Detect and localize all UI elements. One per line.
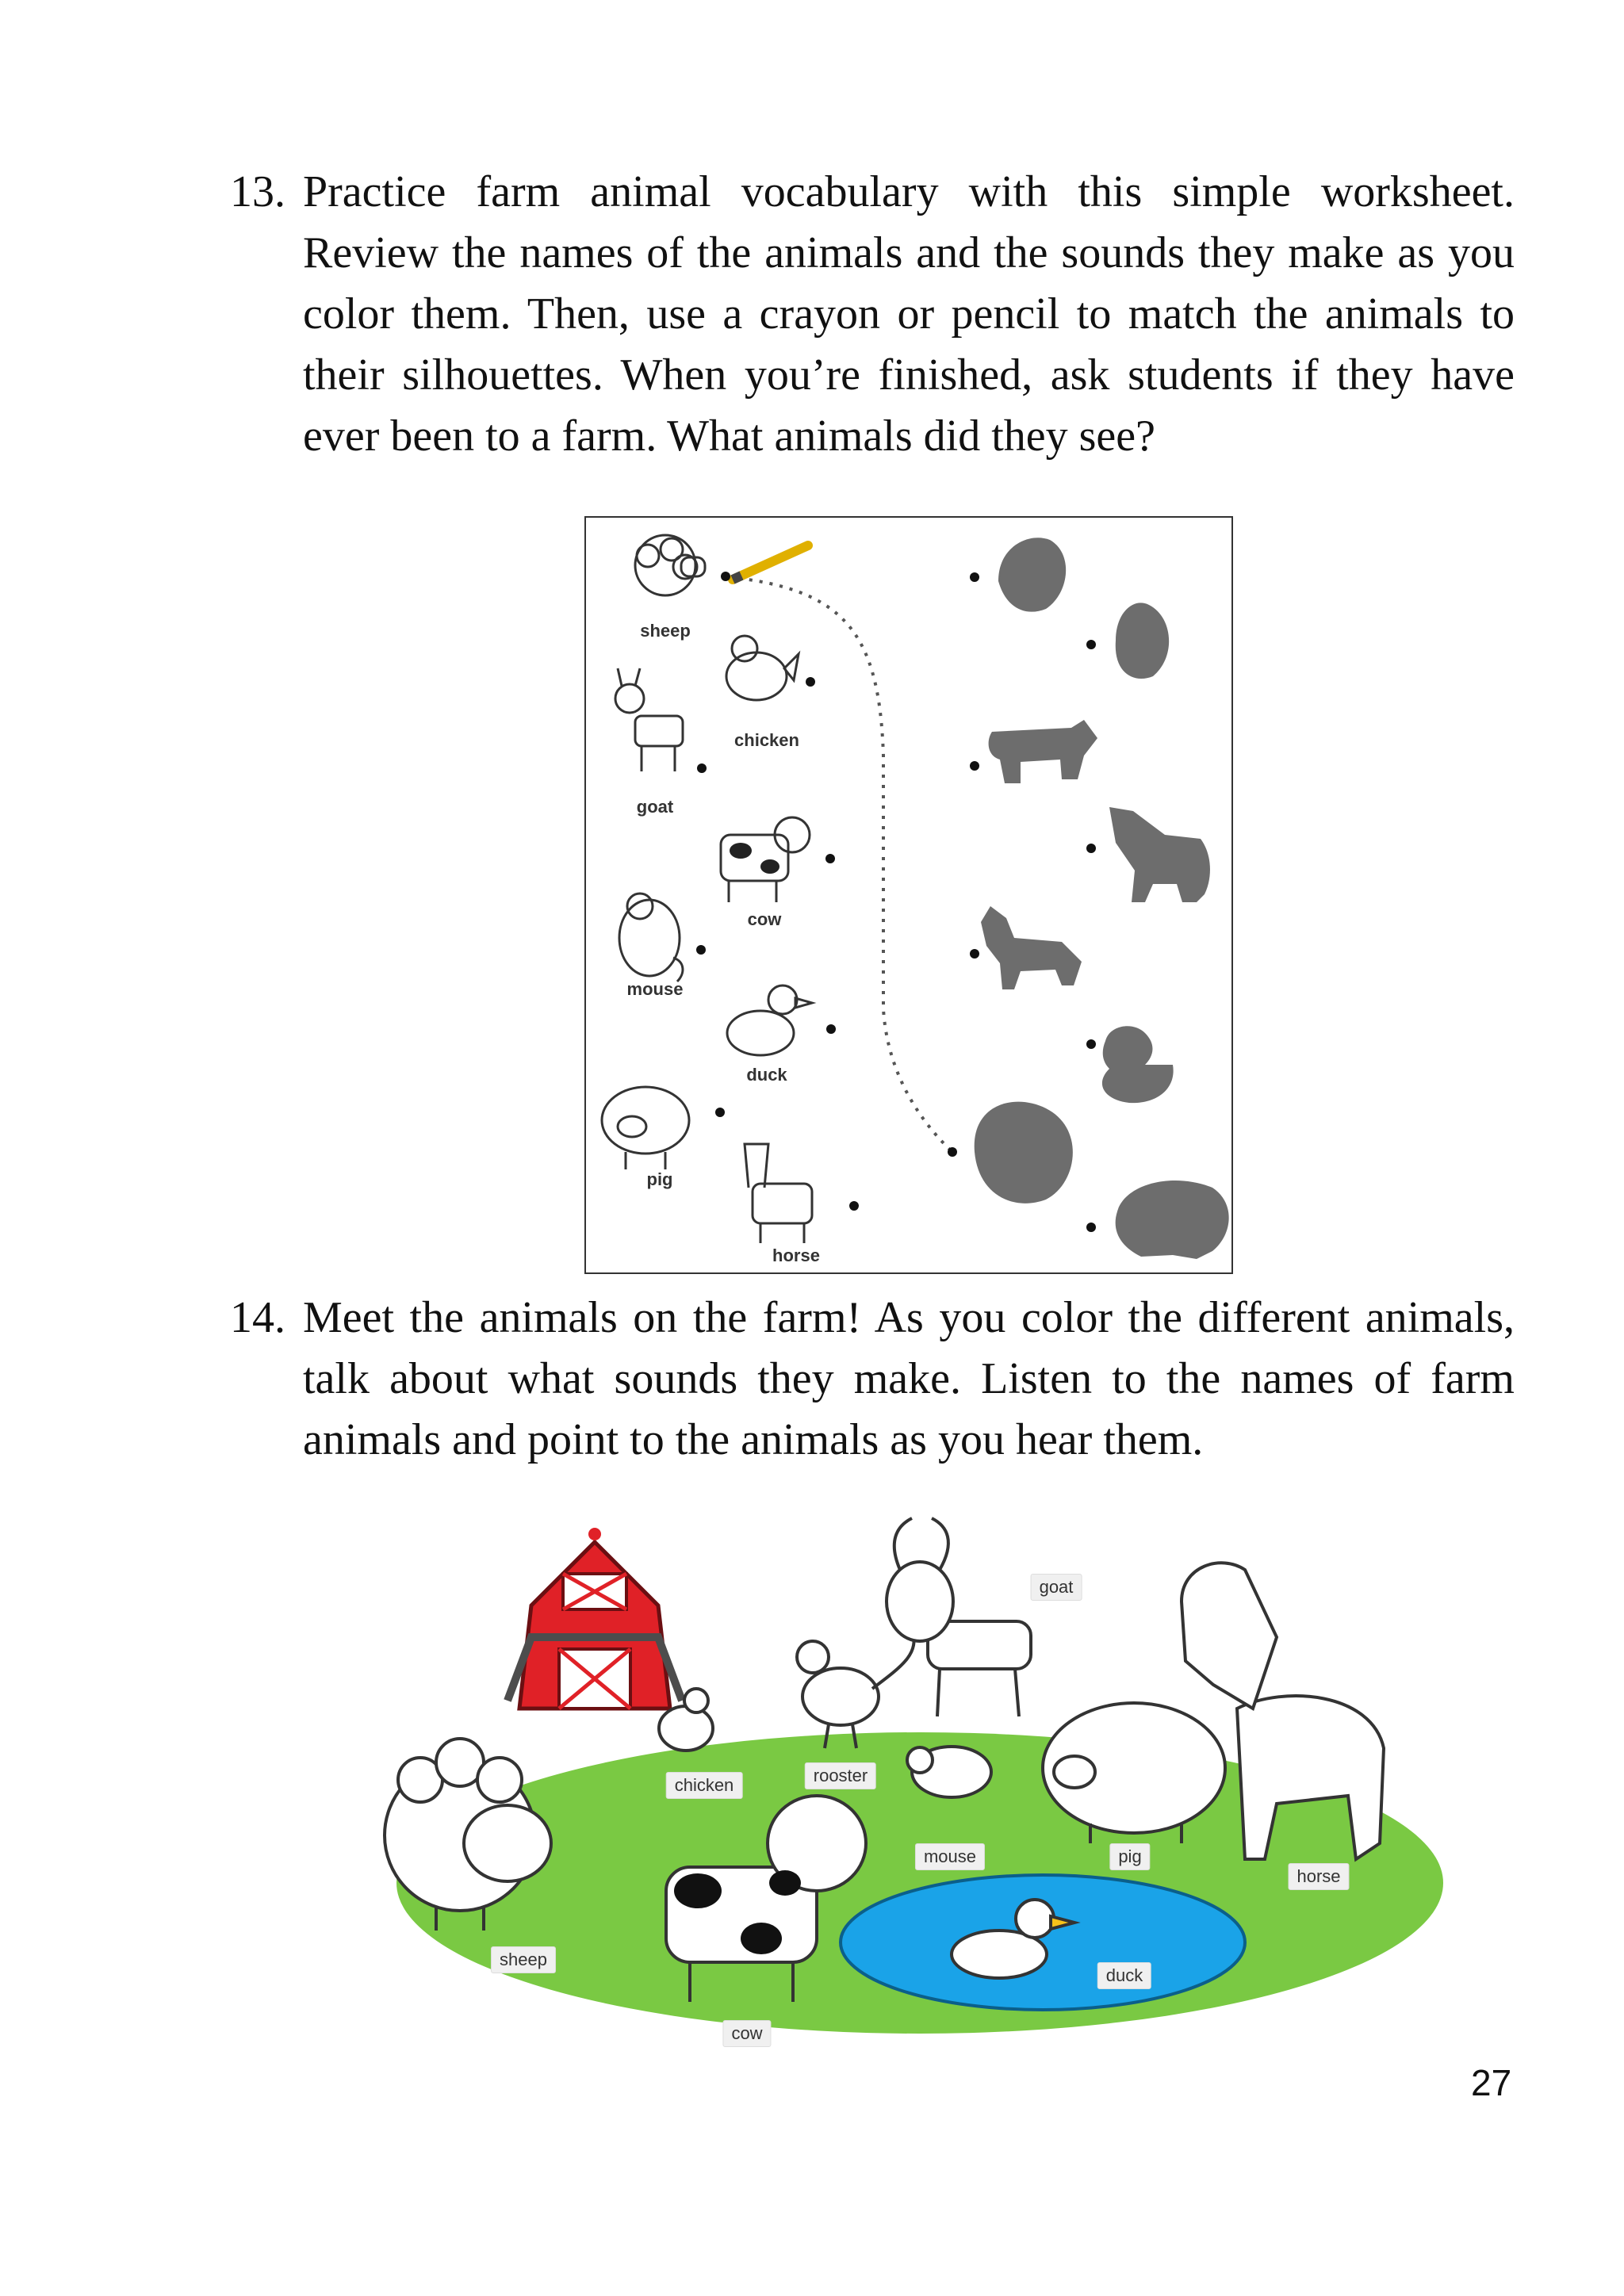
sheep-silhouette [989,720,1097,783]
goat-outline-icon [615,668,683,771]
worksheet-label-chicken: chicken [734,730,799,750]
farm-label-pig: pig [1109,1843,1150,1870]
sheep-silhouette-2 [975,1102,1073,1203]
cow-spots [730,843,779,874]
matching-worksheet-figure [584,516,1233,1274]
farm-scene-illustration [373,1510,1451,2057]
farm-label-sheep: sheep [491,1946,556,1973]
crayon-icon [733,545,808,580]
cow-outline-icon [721,817,810,902]
farm-label-rooster: rooster [805,1762,876,1789]
worksheet-label-cow: cow [747,909,782,929]
exercise-14 [230,1288,1515,1471]
farm-label-cow: cow [722,2020,771,2047]
farm-label-duck: duck [1097,1962,1151,1989]
worksheet-label-pig: pig [646,1169,673,1189]
worksheet-label-sheep: sheep [640,621,691,641]
farm-label-chicken: chicken [666,1772,743,1799]
goat-icon [887,1518,1031,1716]
exercise-number: 14. [230,1293,285,1342]
worksheet-label-duck: duck [746,1065,787,1085]
farm-label-goat: goat [1031,1574,1082,1601]
chicken-outline-icon [726,636,799,700]
worksheet-label-mouse: mouse [626,979,684,999]
duck-outline-icon [727,985,812,1055]
mouse-outline-icon [619,894,683,982]
duck-silhouette [1102,1026,1174,1103]
exercise-text: Meet the animals on the farm! As you color the different animals, talk about what sounds they make. Listen to the names of farm animals and point to the animals as you hear them. [303,1293,1515,1464]
exercise-13 [230,162,1515,467]
horse-outline-icon [745,1144,812,1243]
pig-silhouette [1116,1181,1229,1259]
sheep-outline-icon [635,535,705,595]
chicken-silhouette-2 [1116,603,1169,679]
exercise-number: 13. [230,167,285,216]
farm-scene-figure [373,1510,1451,2057]
goat-silhouette [981,906,1082,989]
exercise-text: Practice farm animal vocabulary with this simple worksheet. Review the names of the animals and the sounds they make as you color them. Then, use a crayon or pencil to match the animals to their silhouettes. When you’re finished, ask students if they have ever been to a farm. What animals did they see? [303,167,1515,461]
page-number: 27 [1471,2062,1512,2103]
barn-icon [508,1528,682,1709]
farm-label-horse: horse [1288,1863,1349,1890]
chicken-silhouette [998,538,1066,611]
worksheet-label-horse: horse [772,1246,820,1265]
pig-outline-icon [602,1087,689,1169]
horse-silhouette [1109,807,1210,902]
rooster-icon [797,1629,914,1748]
worksheet-label-goat: goat [636,797,674,817]
farm-label-mouse: mouse [915,1843,985,1870]
